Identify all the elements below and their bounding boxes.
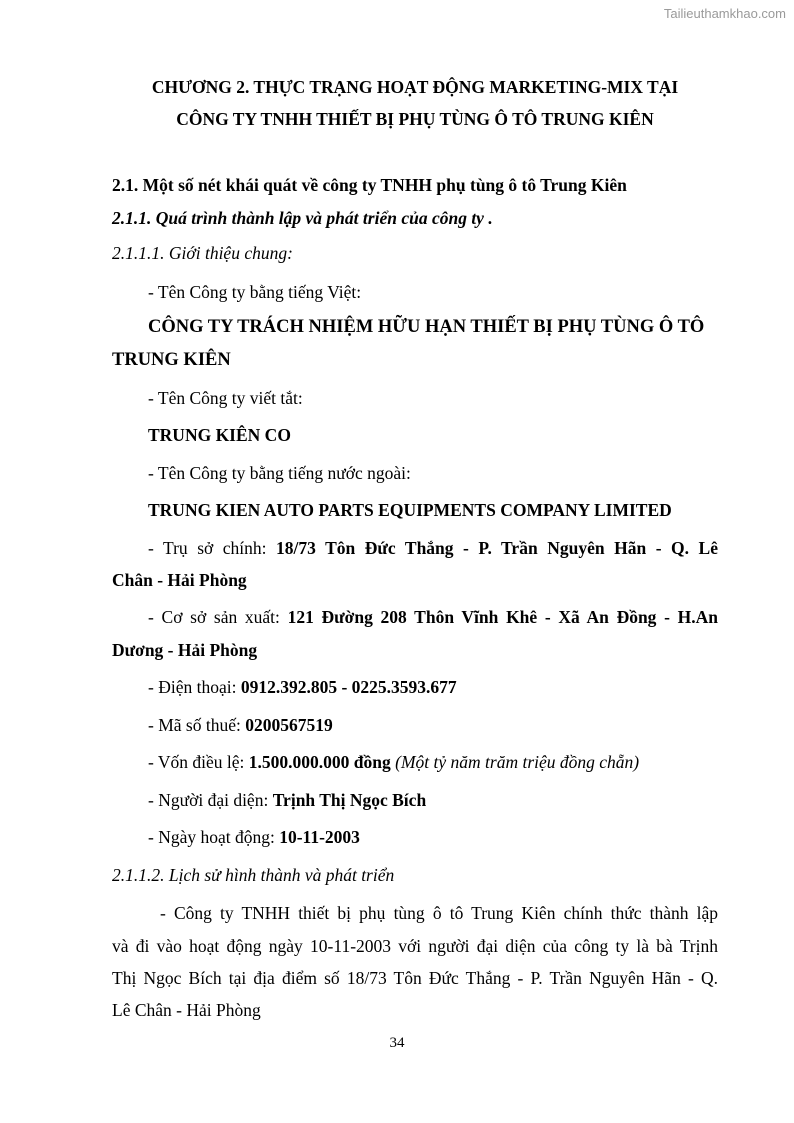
capital-line (148, 752, 639, 773)
tax-label: - Mã số thuế: (148, 715, 246, 735)
history-line-1: - Công ty TNHH thiết bị phụ tùng ô tô Trung Kiên chính thức thành lập (160, 903, 718, 923)
vn-name-label: - Tên Công ty bằng tiếng Việt: (148, 282, 362, 302)
start-date-label: - Ngày hoạt động: (148, 827, 280, 847)
representative-label: - Người đại diện: (148, 790, 273, 810)
factory-line-2: Dương - Hải Phòng (112, 640, 258, 660)
section-heading-2-1-1-2: 2.1.1.2. Lịch sử hình thành và phát triển (112, 865, 395, 885)
headquarters-line-1 (148, 538, 718, 559)
history-line-3: Thị Ngọc Bích tại địa điểm số 18/73 Tôn Đức Thắng - P. Trần Nguyên Hãn - Q. (112, 968, 718, 988)
short-name-label: - Tên Công ty viết tắt: (148, 388, 303, 408)
phone-line (148, 677, 457, 698)
short-name: TRUNG KIÊN CO (148, 425, 291, 445)
section-heading-2-1: 2.1. Một số nét khái quát về công ty TNHH phụ tùng ô tô Trung Kiên (112, 175, 627, 195)
headquarters-label: - Trụ sở chính: (148, 538, 277, 558)
chapter-title-line-1: CHƯƠNG 2. THỰC TRẠNG HOẠT ĐỘNG MARKETING-MIX TẠI (151, 77, 679, 97)
phone-value: 0912.392.805 - 0225.3593.677 (240, 677, 457, 697)
tax-line (148, 715, 333, 736)
start-date-line (148, 827, 360, 848)
watermark: Tailieuthamkhao.com (663, 6, 786, 21)
headquarters-address: 18/73 Tôn Đức Thắng - P. Trần Nguyên Hãn - Q. Lê (276, 538, 718, 558)
vn-name-line-1: CÔNG TY TRÁCH NHIỆM HỮU HẠN THIẾT BỊ PHỤ TÙNG Ô TÔ (148, 317, 705, 337)
chapter-title-line-2: CÔNG TY TNHH THIẾT BỊ PHỤ TÙNG Ô TÔ TRUNG KIÊN (176, 109, 654, 129)
capital-label: - Vốn điều lệ: (148, 752, 249, 772)
page-number: 34 (389, 1035, 405, 1051)
start-date-value: 10-11-2003 (279, 827, 360, 847)
headquarters-line-2: Chân - Hải Phòng (112, 570, 247, 590)
capital-value: 1.500.000.000 đồng (248, 752, 391, 772)
capital-note: (Một tỷ năm trăm triệu đồng chẵn) (395, 752, 640, 772)
tax-value: 0200567519 (245, 715, 333, 735)
vn-name-line-2: TRUNG KIÊN (112, 350, 231, 370)
representative-value: Trịnh Thị Ngọc Bích (272, 790, 427, 810)
factory-line-1 (148, 607, 718, 628)
section-heading-2-1-1-1: 2.1.1.1. Giới thiệu chung: (112, 243, 293, 263)
section-heading-2-1-1: 2.1.1. Quá trình thành lập và phát triển của công ty . (112, 208, 493, 228)
history-line-4: Lê Chân - Hải Phòng (112, 1000, 261, 1020)
representative-line (148, 790, 426, 811)
foreign-name: TRUNG KIEN AUTO PARTS EQUIPMENTS COMPANY LIMITED (148, 500, 672, 520)
factory-address: 121 Đường 208 Thôn Vĩnh Khê - Xã An Đồng - H.An (287, 607, 718, 627)
factory-label: - Cơ sở sản xuất: (148, 607, 288, 627)
phone-label: - Điện thoại: (148, 677, 241, 697)
history-line-2: và đi vào hoạt động ngày 10-11-2003 với người đại diện của công ty là bà Trịnh (112, 936, 718, 956)
foreign-name-label: - Tên Công ty bằng tiếng nước ngoài: (148, 463, 411, 483)
